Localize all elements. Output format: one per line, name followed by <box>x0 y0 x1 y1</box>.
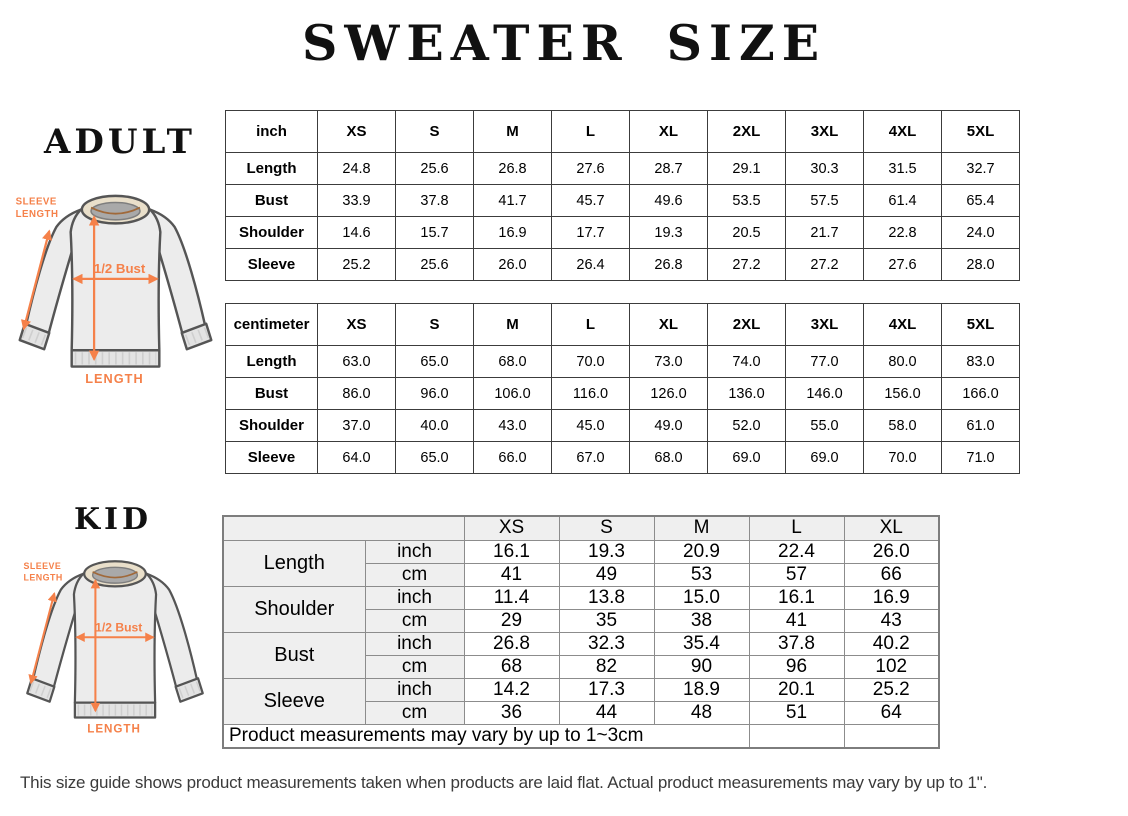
size-column-header: 3XL <box>786 304 864 346</box>
kid-measurement-value-cell: 16.9 <box>844 586 939 609</box>
size-header-row <box>226 111 1020 153</box>
kid-measurement-value-cell: 16.1 <box>749 586 844 609</box>
kid-measurement-value-cell: 11.4 <box>464 586 559 609</box>
measurement-value-cell: 15.7 <box>396 217 474 249</box>
measurement-value-cell: 68.0 <box>474 346 552 378</box>
kid-unit-cell: cm <box>365 609 464 632</box>
measurement-value-cell: 16.9 <box>474 217 552 249</box>
measurement-value-cell: 126.0 <box>630 378 708 410</box>
measurement-value-cell: 25.2 <box>318 249 396 281</box>
kid-measurement-value-cell: 22.4 <box>749 540 844 563</box>
size-column-header: XS <box>318 111 396 153</box>
kid-measurement-value-cell: 53 <box>654 563 749 586</box>
kid-section-label: KID <box>73 502 153 537</box>
measurement-value-cell: 77.0 <box>786 346 864 378</box>
measurement-row <box>226 153 1020 185</box>
kid-size-column-header: L <box>749 516 844 540</box>
measurement-label-cell: Shoulder <box>226 217 318 249</box>
size-column-header: S <box>396 111 474 153</box>
kid-measurement-value-cell: 20.1 <box>749 678 844 701</box>
measurement-value-cell: 73.0 <box>630 346 708 378</box>
measurement-value-cell: 19.3 <box>630 217 708 249</box>
kid-unit-cell: inch <box>365 540 464 563</box>
measurement-value-cell: 156.0 <box>864 378 942 410</box>
kid-measurement-label-cell: Bust <box>223 632 365 678</box>
kid-measurement-value-cell: 16.1 <box>464 540 559 563</box>
footer-note: This size guide shows product measurements taken when products are laid flat. Actual product measurements may vary by up to 1". <box>20 773 988 792</box>
kid-measurement-value-cell: 43 <box>844 609 939 632</box>
measurement-value-cell: 22.8 <box>864 217 942 249</box>
kid-measurement-value-cell: 26.0 <box>844 540 939 563</box>
kid-measurement-value-cell: 49 <box>559 563 654 586</box>
measurement-value-cell: 17.7 <box>552 217 630 249</box>
measurement-value-cell: 64.0 <box>318 442 396 474</box>
measurement-label-cell: Length <box>226 153 318 185</box>
size-column-header: 3XL <box>786 111 864 153</box>
kid-size-column-header: S <box>559 516 654 540</box>
size-column-header: 4XL <box>864 304 942 346</box>
kid-measurement-value-cell: 26.8 <box>464 632 559 655</box>
measurement-value-cell: 49.0 <box>630 410 708 442</box>
kid-measurement-value-cell: 32.3 <box>559 632 654 655</box>
kid-measurement-row-inch <box>223 632 939 655</box>
kid-measurement-value-cell: 48 <box>654 701 749 724</box>
measurement-value-cell: 61.4 <box>864 185 942 217</box>
size-column-header: XL <box>630 304 708 346</box>
kid-unit-cell: cm <box>365 655 464 678</box>
measurement-value-cell: 37.0 <box>318 410 396 442</box>
measurement-value-cell: 25.6 <box>396 153 474 185</box>
measurement-value-cell: 37.8 <box>396 185 474 217</box>
measurement-row <box>226 442 1020 474</box>
measurement-value-cell: 74.0 <box>708 346 786 378</box>
size-column-header: M <box>474 304 552 346</box>
measurement-value-cell: 27.6 <box>552 153 630 185</box>
kid-measurement-value-cell: 36 <box>464 701 559 724</box>
measurement-value-cell: 45.0 <box>552 410 630 442</box>
measurement-value-cell: 86.0 <box>318 378 396 410</box>
kid-measurement-value-cell: 41 <box>464 563 559 586</box>
adult-cm-size-table <box>225 303 1020 474</box>
measurement-value-cell: 69.0 <box>708 442 786 474</box>
unit-header-cell: inch <box>226 111 318 153</box>
kid-size-header-row <box>223 516 939 540</box>
measurement-value-cell: 21.7 <box>786 217 864 249</box>
measurement-value-cell: 26.8 <box>474 153 552 185</box>
kid-table-corner-cell <box>223 516 464 540</box>
kid-measurement-value-cell: 57 <box>749 563 844 586</box>
kid-measurement-label-cell: Sleeve <box>223 678 365 724</box>
kid-measurement-value-cell: 29 <box>464 609 559 632</box>
measurement-value-cell: 28.7 <box>630 153 708 185</box>
measurement-label-cell: Bust <box>226 378 318 410</box>
kid-measurement-value-cell: 19.3 <box>559 540 654 563</box>
kid-note-empty-cell <box>844 724 939 748</box>
kid-measurement-row-inch <box>223 586 939 609</box>
adult-sweater-diagram <box>12 176 219 390</box>
kid-measurement-row-inch <box>223 678 939 701</box>
size-column-header: 5XL <box>942 111 1020 153</box>
kid-note-empty-cell <box>749 724 844 748</box>
measurement-row <box>226 410 1020 442</box>
measurement-value-cell: 26.0 <box>474 249 552 281</box>
measurement-value-cell: 106.0 <box>474 378 552 410</box>
kid-size-table <box>222 515 940 749</box>
measurement-value-cell: 49.6 <box>630 185 708 217</box>
measurement-value-cell: 69.0 <box>786 442 864 474</box>
size-header-row <box>226 304 1020 346</box>
measurement-value-cell: 166.0 <box>942 378 1020 410</box>
page-title: SWEATER SIZE <box>301 14 827 72</box>
measurement-value-cell: 70.0 <box>552 346 630 378</box>
measurement-value-cell: 40.0 <box>396 410 474 442</box>
measurement-label-cell: Shoulder <box>226 410 318 442</box>
measurement-label-cell: Sleeve <box>226 442 318 474</box>
kid-unit-cell: inch <box>365 632 464 655</box>
kid-unit-cell: cm <box>365 701 464 724</box>
size-column-header: M <box>474 111 552 153</box>
kid-measurement-label-cell: Shoulder <box>223 586 365 632</box>
measurement-value-cell: 20.5 <box>708 217 786 249</box>
measurement-label-cell: Length <box>226 346 318 378</box>
kid-size-column-header: XL <box>844 516 939 540</box>
measurement-value-cell: 24.8 <box>318 153 396 185</box>
unit-header-cell: centimeter <box>226 304 318 346</box>
measurement-value-cell: 57.5 <box>786 185 864 217</box>
kid-measurement-value-cell: 44 <box>559 701 654 724</box>
size-column-header: 4XL <box>864 111 942 153</box>
kid-size-column-header: XS <box>464 516 559 540</box>
measurement-value-cell: 31.5 <box>864 153 942 185</box>
kid-measurement-value-cell: 51 <box>749 701 844 724</box>
kid-measurement-value-cell: 14.2 <box>464 678 559 701</box>
measurement-value-cell: 30.3 <box>786 153 864 185</box>
measurement-value-cell: 55.0 <box>786 410 864 442</box>
kid-measurement-value-cell: 96 <box>749 655 844 678</box>
kid-measurement-value-cell: 40.2 <box>844 632 939 655</box>
measurement-row <box>226 346 1020 378</box>
measurement-row <box>226 378 1020 410</box>
size-column-header: 2XL <box>708 304 786 346</box>
measurement-value-cell: 80.0 <box>864 346 942 378</box>
kid-measurement-value-cell: 25.2 <box>844 678 939 701</box>
measurement-value-cell: 71.0 <box>942 442 1020 474</box>
measurement-value-cell: 63.0 <box>318 346 396 378</box>
kid-measurement-label-cell: Length <box>223 540 365 586</box>
measurement-value-cell: 14.6 <box>318 217 396 249</box>
measurement-value-cell: 136.0 <box>708 378 786 410</box>
measurement-value-cell: 32.7 <box>942 153 1020 185</box>
kid-measurement-value-cell: 35.4 <box>654 632 749 655</box>
measurement-value-cell: 65.0 <box>396 346 474 378</box>
kid-measurement-value-cell: 66 <box>844 563 939 586</box>
measurement-value-cell: 66.0 <box>474 442 552 474</box>
size-column-header: XS <box>318 304 396 346</box>
kid-measurement-value-cell: 102 <box>844 655 939 678</box>
kid-note-row <box>223 724 939 748</box>
kid-measurement-value-cell: 17.3 <box>559 678 654 701</box>
measurement-value-cell: 96.0 <box>396 378 474 410</box>
measurement-value-cell: 67.0 <box>552 442 630 474</box>
adult-section-label: ADULT <box>44 122 196 162</box>
measurement-value-cell: 70.0 <box>864 442 942 474</box>
measurement-value-cell: 146.0 <box>786 378 864 410</box>
size-column-header: S <box>396 304 474 346</box>
measurement-value-cell: 61.0 <box>942 410 1020 442</box>
measurement-value-cell: 53.5 <box>708 185 786 217</box>
kid-measurement-value-cell: 18.9 <box>654 678 749 701</box>
size-column-header: 2XL <box>708 111 786 153</box>
measurement-value-cell: 65.0 <box>396 442 474 474</box>
kid-unit-cell: inch <box>365 678 464 701</box>
kid-size-column-header: M <box>654 516 749 540</box>
measurement-value-cell: 29.1 <box>708 153 786 185</box>
measurement-value-cell: 33.9 <box>318 185 396 217</box>
measurement-value-cell: 25.6 <box>396 249 474 281</box>
measurement-value-cell: 26.4 <box>552 249 630 281</box>
kid-measurement-row-inch <box>223 540 939 563</box>
size-column-header: 5XL <box>942 304 1020 346</box>
kid-measurement-value-cell: 82 <box>559 655 654 678</box>
kid-measurement-value-cell: 68 <box>464 655 559 678</box>
kid-measurement-value-cell: 15.0 <box>654 586 749 609</box>
kid-unit-cell: cm <box>365 563 464 586</box>
measurement-label-cell: Bust <box>226 185 318 217</box>
kid-note-cell: Product measurements may vary by up to 1~3cm <box>223 724 749 748</box>
kid-unit-cell: inch <box>365 586 464 609</box>
size-column-header: L <box>552 111 630 153</box>
measurement-value-cell: 58.0 <box>864 410 942 442</box>
measurement-value-cell: 24.0 <box>942 217 1020 249</box>
kid-measurement-value-cell: 64 <box>844 701 939 724</box>
size-column-header: XL <box>630 111 708 153</box>
measurement-row <box>226 217 1020 249</box>
kid-measurement-value-cell: 20.9 <box>654 540 749 563</box>
kid-measurement-value-cell: 35 <box>559 609 654 632</box>
measurement-value-cell: 41.7 <box>474 185 552 217</box>
measurement-value-cell: 26.8 <box>630 249 708 281</box>
measurement-value-cell: 45.7 <box>552 185 630 217</box>
measurement-value-cell: 68.0 <box>630 442 708 474</box>
kid-measurement-value-cell: 37.8 <box>749 632 844 655</box>
measurement-row <box>226 249 1020 281</box>
measurement-value-cell: 65.4 <box>942 185 1020 217</box>
measurement-value-cell: 83.0 <box>942 346 1020 378</box>
kid-measurement-value-cell: 90 <box>654 655 749 678</box>
measurement-value-cell: 52.0 <box>708 410 786 442</box>
measurement-value-cell: 27.2 <box>708 249 786 281</box>
measurement-value-cell: 43.0 <box>474 410 552 442</box>
size-column-header: L <box>552 304 630 346</box>
measurement-row <box>226 185 1020 217</box>
measurement-value-cell: 27.6 <box>864 249 942 281</box>
kid-sweater-diagram <box>20 543 210 739</box>
kid-measurement-value-cell: 13.8 <box>559 586 654 609</box>
measurement-value-cell: 116.0 <box>552 378 630 410</box>
measurement-value-cell: 27.2 <box>786 249 864 281</box>
kid-measurement-value-cell: 38 <box>654 609 749 632</box>
measurement-value-cell: 28.0 <box>942 249 1020 281</box>
kid-measurement-value-cell: 41 <box>749 609 844 632</box>
measurement-label-cell: Sleeve <box>226 249 318 281</box>
adult-inch-size-table <box>225 110 1020 281</box>
